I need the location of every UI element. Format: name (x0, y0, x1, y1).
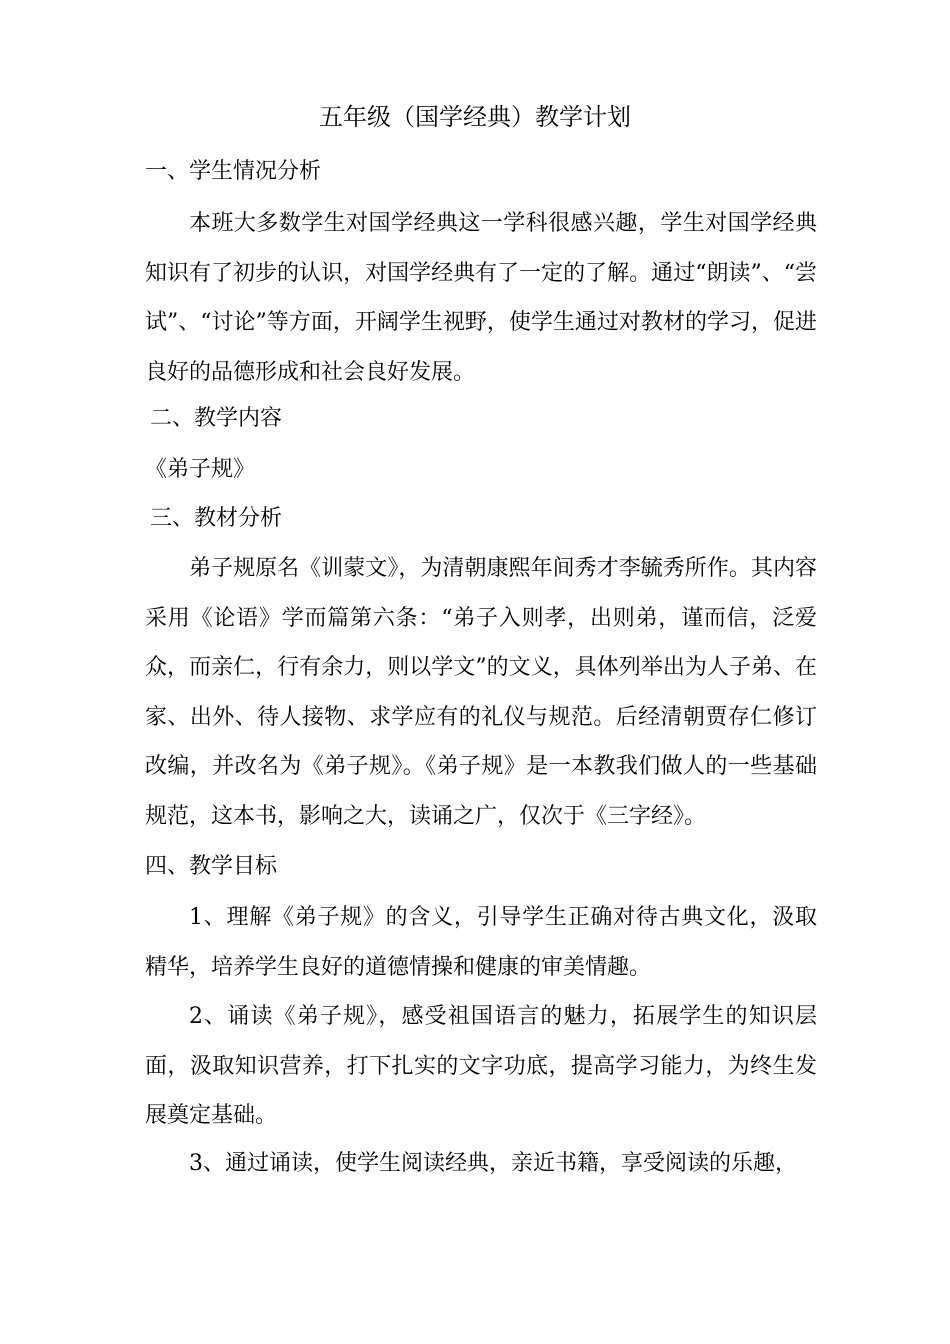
section-heading-student-analysis: 一、学生情况分析 (145, 159, 322, 184)
paragraph-goal-2: 2、诵读《弟子规》，感受祖国语言的魅力，拓展学生的知识层面，汲取知识营养，打下扎实的文字功底，提高学习能力，为终生发展奠定基础。 (145, 1004, 817, 1128)
teaching-content-text: 《弟子规》 (145, 457, 256, 482)
paragraph-material-analysis: 弟子规原名《训蒙文》，为清朝康熙年间秀才李毓秀所作。其内容采用《论语》学而篇第六条：“弟子入则孝，出则弟，谨而信，泛爱众，而亲仁，行有余力，则以学文”的文义，具体列举出为人子弟、在家、出外、待人接物、求学应有的礼仪与规范。后经清朝贾存仁修订改编，并改名为《弟子规》。《弟子规》是一本教我们做人的一些基础规范，这本书，影响之大，读诵之广，仅次于《三字经》。 (145, 556, 817, 829)
section-heading-teaching-goals: 四、教学目标 (145, 854, 278, 879)
paragraph-student-analysis: 本班大多数学生对国学经典这一学科很感兴趣，学生对国学经典知识有了初步的认识，对国学经典有了一定的了解。通过“朗读”、“尝试”、“讨论”等方面，开阔学生视野，使学生通过对教材的学习，促进良好的品德形成和社会良好发展。 (145, 211, 817, 385)
section-heading-teaching-content: 二、教学内容 (150, 406, 283, 431)
paragraph-goal-1: 1、理解《弟子规》的含义，引导学生正确对待古典文化，汲取精华，培养学生良好的道德情操和健康的审美情趣。 (145, 905, 817, 980)
document-title: 五年级（国学经典）教学计划 (319, 103, 631, 131)
section-heading-material-analysis: 三、教材分析 (150, 506, 283, 531)
paragraph-goal-3: 3、通过诵读，使学生阅读经典，亲近书籍，享受阅读的乐趣， (189, 1151, 797, 1176)
